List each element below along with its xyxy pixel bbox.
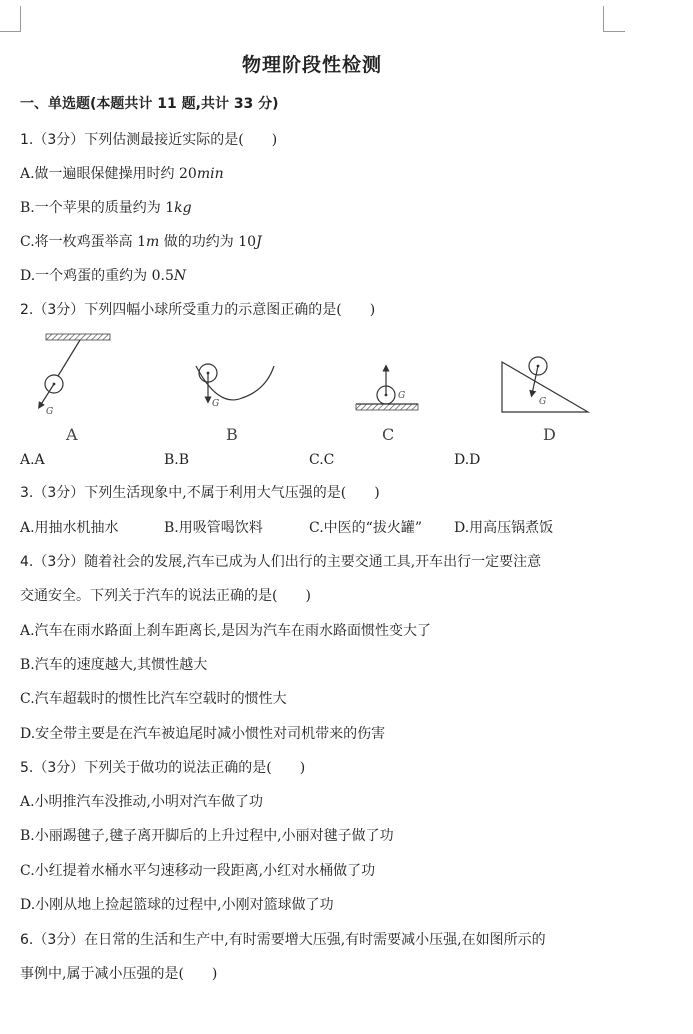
figure-d-ball-on-incline <box>502 357 588 444</box>
crop-mark-left-vertical <box>20 6 21 32</box>
question-5 <box>20 758 305 778</box>
option-1a: A.做一遍眼保健操用时约 20min <box>20 166 224 182</box>
question-2 <box>20 300 375 320</box>
question-number: 4. <box>20 554 34 570</box>
option-5c: C.小红提着水桶水平匀速移动一段距离,小红对水桶做了功 <box>20 863 376 879</box>
figure-d-force-label: G <box>539 397 547 407</box>
question-4-continuation: 交通安全。下列关于汽车的说法正确的是( ) <box>20 588 311 604</box>
option-2b: B.B <box>164 452 190 468</box>
question-stem: 下列估测最接近实际的是( ) <box>84 132 278 148</box>
question-stem: 在日常的生活和生产中,有时需要增大压强,有时需要减小压强,在如图所示的 <box>84 932 546 948</box>
question-number: 3. <box>20 485 34 501</box>
question-score: （3分） <box>33 302 85 318</box>
question-number: 5. <box>20 760 34 776</box>
option-4d: D.安全带主要是在汽车被追尾时减小惯性对司机带来的伤害 <box>20 726 386 742</box>
option-1c: C.将一枚鸡蛋举高 1m 做的功约为 10J <box>20 234 262 250</box>
crop-mark-right-horizontal <box>603 31 625 32</box>
option-3b: B.用吸管喝饮料 <box>164 520 263 536</box>
figure-b-force-label: G <box>212 399 220 409</box>
crop-mark-right-vertical <box>603 6 604 32</box>
question-number: 1. <box>20 132 34 148</box>
question-3 <box>20 483 380 503</box>
figure-a-force-label: G <box>46 407 54 417</box>
option-4b: B.汽车的速度越大,其惯性越大 <box>20 657 208 673</box>
option-4c: C.汽车超载时的惯性比汽车空载时的惯性大 <box>20 691 287 707</box>
question-6-continuation: 事例中,属于减小压强的是( ) <box>20 966 218 982</box>
figure-c-label: C <box>382 425 395 444</box>
figure-a-label: A <box>66 425 78 444</box>
question-1 <box>20 130 277 150</box>
question-stem: 下列关于做功的说法正确的是( ) <box>84 760 306 776</box>
option-1b: B.一个苹果的质量约为 1kg <box>20 200 192 216</box>
figure-b-curved-track-ball <box>196 364 274 444</box>
gravity-diagrams <box>18 328 618 448</box>
question-score: （3分） <box>33 760 85 776</box>
crop-mark-left-horizontal <box>0 31 21 32</box>
option-2a: A.A <box>20 452 45 468</box>
option-3a: A.用抽水机抽水 <box>20 520 119 536</box>
question-number: 2. <box>20 302 34 318</box>
option-2c: C.C <box>309 452 335 468</box>
option-3c: C.中医的“拔火罐” <box>309 520 422 536</box>
figure-a-hanging-ball <box>40 334 110 444</box>
question-number: 6. <box>20 932 34 948</box>
figure-b-label: B <box>226 425 238 444</box>
question-4 <box>20 552 541 572</box>
option-2d: D.D <box>454 452 481 468</box>
question-stem: 随着社会的发展,汽车已成为人们出行的主要交通工具,开车出行一定要注意 <box>84 554 542 570</box>
option-5a: A.小明推汽车没推动,小明对汽车做了功 <box>20 794 264 810</box>
page-title: 物理阶段性检测 <box>241 54 382 76</box>
figure-d-label: D <box>543 425 556 444</box>
question-stem: 下列四幅小球所受重力的示意图正确的是( ) <box>84 302 376 318</box>
figure-c-force-label: G <box>398 391 406 401</box>
option-3d: D.用高压锅煮饭 <box>454 520 554 536</box>
section-heading: 一、单选题(本题共计 11 题,共计 33 分) <box>20 96 279 112</box>
option-5d: D.小刚从地上捡起篮球的过程中,小刚对篮球做了功 <box>20 897 334 913</box>
question-6 <box>20 930 546 950</box>
question-score: （3分） <box>33 132 85 148</box>
question-stem: 下列生活现象中,不属于利用大气压强的是( ) <box>84 485 380 501</box>
option-1d: D.一个鸡蛋的重约为 0.5N <box>20 268 187 284</box>
option-5b: B.小丽踢毽子,毽子离开脚后的上升过程中,小丽对毽子做了功 <box>20 828 394 844</box>
option-4a: A.汽车在雨水路面上刹车距离长,是因为汽车在雨水路面惯性变大了 <box>20 623 432 639</box>
question-score: （3分） <box>33 932 85 948</box>
question-score: （3分） <box>33 554 85 570</box>
figure-c-ball-on-floor <box>356 368 418 444</box>
question-score: （3分） <box>33 485 85 501</box>
